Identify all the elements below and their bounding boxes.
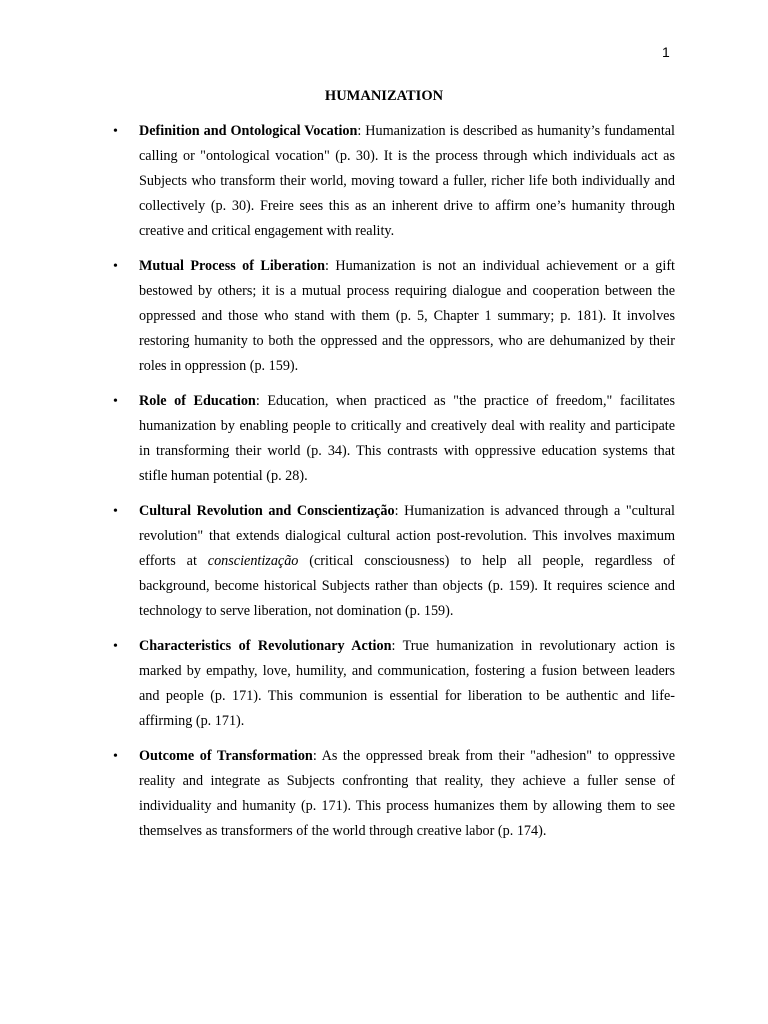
document-title: HUMANIZATION bbox=[324, 88, 444, 104]
bullet-text bbox=[139, 119, 675, 244]
bullet-heading: Role of Education bbox=[139, 393, 256, 409]
bullet-text bbox=[139, 744, 675, 844]
bullet-body-after: (critical consciousness) to help all people, regardless of background, become historical Subjects rather than objects (p. 159). It requires science and technology to serve liberation, not domination (p. 159). bbox=[139, 553, 675, 619]
bullet-body: : Humanization is not an individual achievement or a gift bestowed by others; it is a mutual process requiring dialogue and cooperation between the oppressed and those who stand with them (p. 5, Chapter 1 summary; p. 181). It involves restoring humanity to both the oppressed and the oppressors, who are dehumanized by their roles in oppression (p. 159). bbox=[139, 258, 675, 374]
bullet-heading: Outcome of Transformation bbox=[139, 748, 313, 764]
bullet-heading: Definition and Ontological Vocation bbox=[139, 123, 358, 139]
bullet-text bbox=[139, 499, 675, 624]
bullet-text bbox=[139, 634, 675, 734]
bullet-icon: • bbox=[113, 639, 118, 654]
bullet-body: : As the oppressed break from their "adhesion" to oppressive reality and integrate as Subjects confronting that reality, they achieve a fuller sense of individuality and humanity (p. 171). This process humanizes them by allowing them to see themselves as transformers of the world through creative labor (p. 174). bbox=[139, 748, 676, 839]
bullet-icon: • bbox=[113, 124, 118, 139]
bullet-text bbox=[139, 389, 675, 489]
bullet-icon: • bbox=[113, 394, 118, 409]
bullet-body: : True humanization in revolutionary action is marked by empathy, love, humility, and communication, fostering a fusion between leaders and people (p. 171). This communion is essential for liberation to be authentic and life-affirming (p. 171). bbox=[139, 638, 675, 729]
bullet-text bbox=[139, 254, 675, 379]
bullet-icon: • bbox=[113, 749, 118, 764]
page-number: 1 bbox=[662, 44, 670, 60]
bullet-body-before: : Humanization is advanced through a "cultural revolution" that extends dialogical cultural action post-revolution. This involves maximum efforts at bbox=[139, 503, 675, 569]
bullet-body: : Humanization is described as humanity’s fundamental calling or "ontological vocation" (p. 30). It is the process through which individuals act as Subjects who transform their world, moving toward a fuller, richer life both individually and collectively (p. 30). Freire sees this as an inherent drive to affirm one’s humanity through creative and critical engagement with reality. bbox=[139, 123, 675, 239]
bullet-body-italic: conscientização bbox=[207, 553, 299, 569]
bullet-heading: Characteristics of Revolutionary Action bbox=[139, 638, 392, 654]
bullet-icon: • bbox=[113, 504, 118, 519]
bullet-heading: Cultural Revolution and Conscientização bbox=[139, 503, 395, 519]
bullet-heading: Mutual Process of Liberation bbox=[139, 258, 326, 274]
bullet-body: : Education, when practiced as "the practice of freedom," facilitates humanization by enabling people to critically and creatively deal with reality and participate in transforming their world (p. 34). This contrasts with oppressive education systems that stifle human potential (p. 28). bbox=[139, 393, 675, 484]
bullet-icon: • bbox=[113, 259, 118, 274]
